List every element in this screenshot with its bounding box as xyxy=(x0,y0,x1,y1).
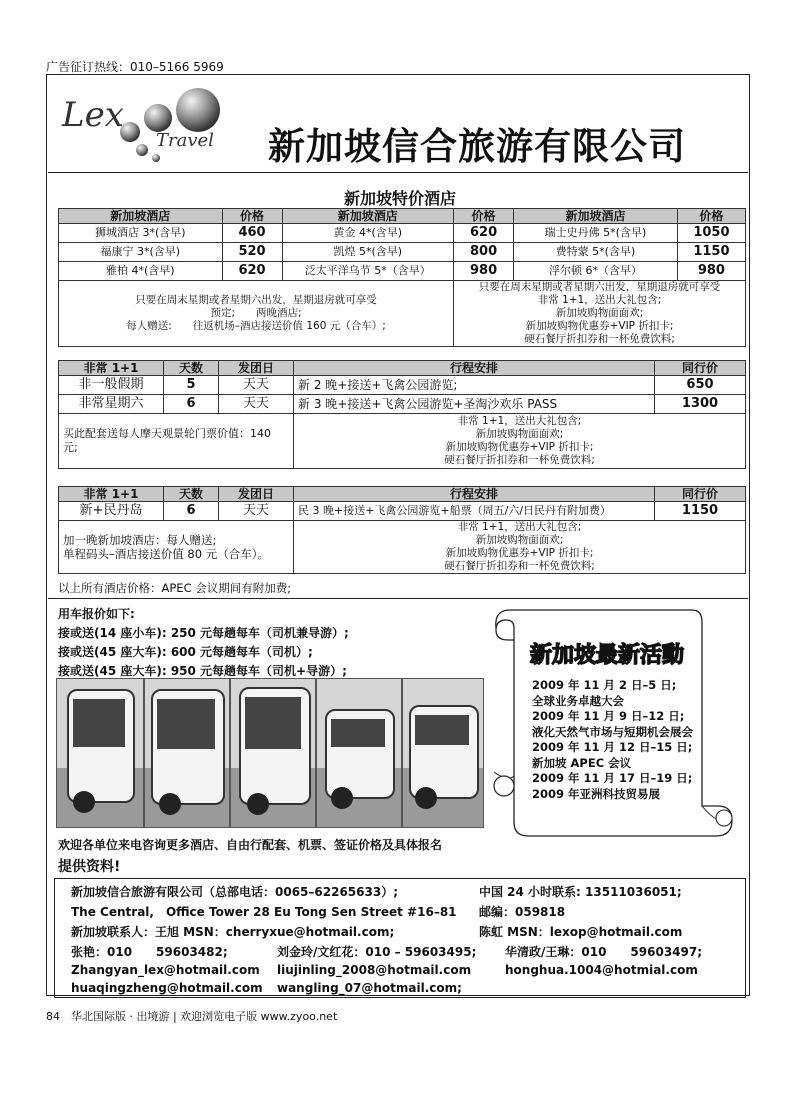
van-photo xyxy=(316,678,402,828)
package-table-2 xyxy=(58,486,746,574)
event-date: 2009 年 11 月 12 日–15 日; xyxy=(532,740,693,754)
table-row xyxy=(59,395,746,414)
col-days: 天数 xyxy=(164,361,219,376)
events-title: 新加坡最新活動 xyxy=(530,643,685,668)
col-days: 天数 xyxy=(164,487,219,502)
event-name: 2009 年亚洲科技贸易展 xyxy=(532,786,661,801)
package-departure: 天天 xyxy=(219,502,294,521)
col-price: 同行价 xyxy=(655,361,746,376)
event-name: 新加坡 APEC 会议 xyxy=(532,755,632,770)
postcode: 邮编：059818 xyxy=(479,905,566,919)
package-gift-note: 非常 1+1，送出大礼包含; 新加坡购物面面欢; 新加坡购物优惠券+VIP 折扣卡; 硬石餐厅折扣券和一杯免费饮料; xyxy=(294,521,746,574)
event-date: 2009 年 11 月 2 日–5 日; xyxy=(532,678,677,692)
events-list xyxy=(532,678,693,802)
event-name: 全球业务卓越大会 xyxy=(532,693,624,708)
hotel-name: 浮尔顿 6*（含早） xyxy=(514,262,678,281)
list-item: 接或送(45 座大车): 950 元每趟每车（司机+导游）; xyxy=(58,664,347,678)
contact-liu: 刘金玲/文红花：010 – 59603495; xyxy=(277,945,477,959)
page-footer: 84 华北国际版 · 出境游 | 欢迎浏览电子版 www.zyoo.net xyxy=(46,1010,338,1023)
hotel-gift-note: 只要在周末星期或者星期六出发，星期退房就可享受 非常 1+1，送出大礼包含; 新加坡购物面面欢; 新加坡购物优惠券+VIP 折扣卡; 硬石餐厅折扣券和一杯免费饮料; xyxy=(454,281,746,347)
package-itinerary: 民 3 晚+接送+飞禽公园游览+船票（周五/六/日民丹有附加费） xyxy=(294,502,655,521)
bus-photo xyxy=(230,678,316,828)
col-itinerary: 行程安排 xyxy=(294,487,655,502)
email-link[interactable]: Zhangyan_lex@hotmail.com xyxy=(71,963,260,977)
package-itinerary: 新 2 晚+接送+飞禽公园游览; xyxy=(294,376,655,395)
hotel-price: 520 xyxy=(222,243,282,262)
col-package: 非常 1+1 xyxy=(59,487,164,502)
col-hotel: 新加坡酒店 xyxy=(59,209,223,224)
hotel-name: 凯煌 5*(含早) xyxy=(282,243,453,262)
event-date: 2009 年 11 月 17 日–19 日; xyxy=(532,771,693,785)
event-name: 液化天然气市场与短期机会展会 xyxy=(532,724,693,739)
hotel-price: 800 xyxy=(454,243,514,262)
bus-photo xyxy=(56,678,144,828)
package-note: 加一晚新加坡酒店：每人赠送; 单程码头–酒店接送价值 80 元（合车）。 xyxy=(59,521,294,574)
contact-hua: 华清政/王琳：010 59603497; xyxy=(505,945,703,959)
apec-note: 以上所有酒店价格：APEC 会议期间有附加费; xyxy=(58,581,292,595)
svg-text:Travel: Travel xyxy=(156,130,214,151)
table-row xyxy=(59,502,746,521)
col-itinerary: 行程安排 xyxy=(294,361,655,376)
hotel-section-title: 新加坡特价酒店 xyxy=(343,189,456,208)
hotel-price: 620 xyxy=(454,224,514,243)
package-name: 非一般假期 xyxy=(59,376,164,395)
col-hotel: 新加坡酒店 xyxy=(282,209,453,224)
package-name: 非常星期六 xyxy=(59,395,164,414)
hotel-price: 1050 xyxy=(677,224,745,243)
hotel-name: 福康宁 3*(含早) xyxy=(59,243,223,262)
sg-contact: 新加坡联系人：王旭 MSN：cherryxue@hotmail.com; xyxy=(71,925,395,939)
list-item: 接或送(14 座小车): 250 元每趟每车（司机兼导游）; xyxy=(58,626,349,640)
table-row xyxy=(59,243,746,262)
header-divider xyxy=(48,172,748,173)
table-row xyxy=(59,224,746,243)
email-link[interactable]: honghua.1004@hotmial.com xyxy=(505,963,698,977)
china-hotline: 中国 24 小时联系: 13511036051; xyxy=(479,885,682,899)
hotel-price: 620 xyxy=(222,262,282,281)
package-itinerary: 新 3 晚+接送+飞禽公园游览+圣淘沙欢乐 PASS xyxy=(294,395,655,414)
hotel-price: 980 xyxy=(454,262,514,281)
table-row xyxy=(59,262,746,281)
welcome-text: 提供资料! xyxy=(58,859,121,875)
hotel-name: 费特蒙 5*(含早) xyxy=(514,243,678,262)
list-item: 接或送(45 座大车): 600 元每趟每车（司机）; xyxy=(58,645,313,659)
hotel-name: 黄金 4*(含早) xyxy=(282,224,453,243)
col-departure: 发团日 xyxy=(219,361,294,376)
col-departure: 发团日 xyxy=(219,487,294,502)
car-price-list xyxy=(58,624,349,681)
van-photo xyxy=(402,678,484,828)
hotel-price: 460 xyxy=(222,224,282,243)
package-price: 1150 xyxy=(655,502,746,521)
company-name: 新加坡信合旅游有限公司 xyxy=(268,125,686,168)
divider xyxy=(48,598,748,599)
email-link[interactable]: huaqingzheng@hotmail.com xyxy=(71,981,263,995)
contact-box xyxy=(54,878,746,998)
package-days: 6 xyxy=(164,395,219,414)
email-link[interactable]: liujinling_2008@hotmail.com xyxy=(277,963,472,977)
table-row xyxy=(59,376,746,395)
package-price: 650 xyxy=(655,376,746,395)
package-note: 买此配套送每人摩天观景轮门票价值：140 元; xyxy=(59,414,294,469)
lex-travel-logo xyxy=(58,82,238,174)
package-table-1 xyxy=(58,360,746,469)
col-price: 价格 xyxy=(677,209,745,224)
hotel-price-table xyxy=(58,208,746,347)
package-departure: 天天 xyxy=(219,376,294,395)
ad-hotline: 广告征订热线：010–5166 5969 xyxy=(46,60,224,74)
package-name: 新+民丹岛 xyxy=(59,502,164,521)
svg-text:Lex: Lex xyxy=(62,95,124,135)
contact-zhangyan: 张艳：010 59603482; xyxy=(71,945,228,959)
col-price: 价格 xyxy=(454,209,514,224)
hotel-price: 1150 xyxy=(677,243,745,262)
col-package: 非常 1+1 xyxy=(59,361,164,376)
package-departure: 天天 xyxy=(219,395,294,414)
package-days: 6 xyxy=(164,502,219,521)
col-hotel: 新加坡酒店 xyxy=(514,209,678,224)
hotel-name: 狮城酒店 3*(含早) xyxy=(59,224,223,243)
package-gift-note: 非常 1+1，送出大礼包含; 新加坡购物面面欢; 新加坡购物优惠券+VIP 折扣卡; 硬石餐厅折扣券和一杯免费饮料; xyxy=(294,414,746,469)
package-days: 5 xyxy=(164,376,219,395)
hotel-offer-note: 只要在周末星期或者星期六出发，星期退房就可享受 预定; 两晚酒店; 每人赠送: 往返机场–酒店接送价值 160 元（合车）; xyxy=(59,281,454,347)
bus-photo xyxy=(144,678,230,828)
package-price: 1300 xyxy=(655,395,746,414)
event-date: 2009 年 11 月 9 日–12 日; xyxy=(532,709,685,723)
car-title: 用车报价如下: xyxy=(58,607,135,621)
email-link[interactable]: wangling_07@hotmail.com; xyxy=(277,981,462,995)
col-price: 同行价 xyxy=(655,487,746,502)
address: The Central, Office Tower 28 Eu Tong Sen Street #16–81 xyxy=(71,905,457,919)
hotel-name: 泛太平洋乌节 5*（含早） xyxy=(282,262,453,281)
hotel-name: 雅柏 4*(含早) xyxy=(59,262,223,281)
col-price: 价格 xyxy=(222,209,282,224)
contact-chenhong: 陈虹 MSN：lexop@hotmail.com xyxy=(479,925,683,939)
hotel-price: 980 xyxy=(677,262,745,281)
hotel-name: 瑞士史丹佛 5*(含早) xyxy=(514,224,678,243)
hq-contact: 新加坡信合旅游有限公司（总部电话：0065–62265633）; xyxy=(71,885,398,899)
welcome-text: 欢迎各单位来电咨询更多酒店、自由行配套、机票、签证价格及具体报名 xyxy=(58,838,443,852)
